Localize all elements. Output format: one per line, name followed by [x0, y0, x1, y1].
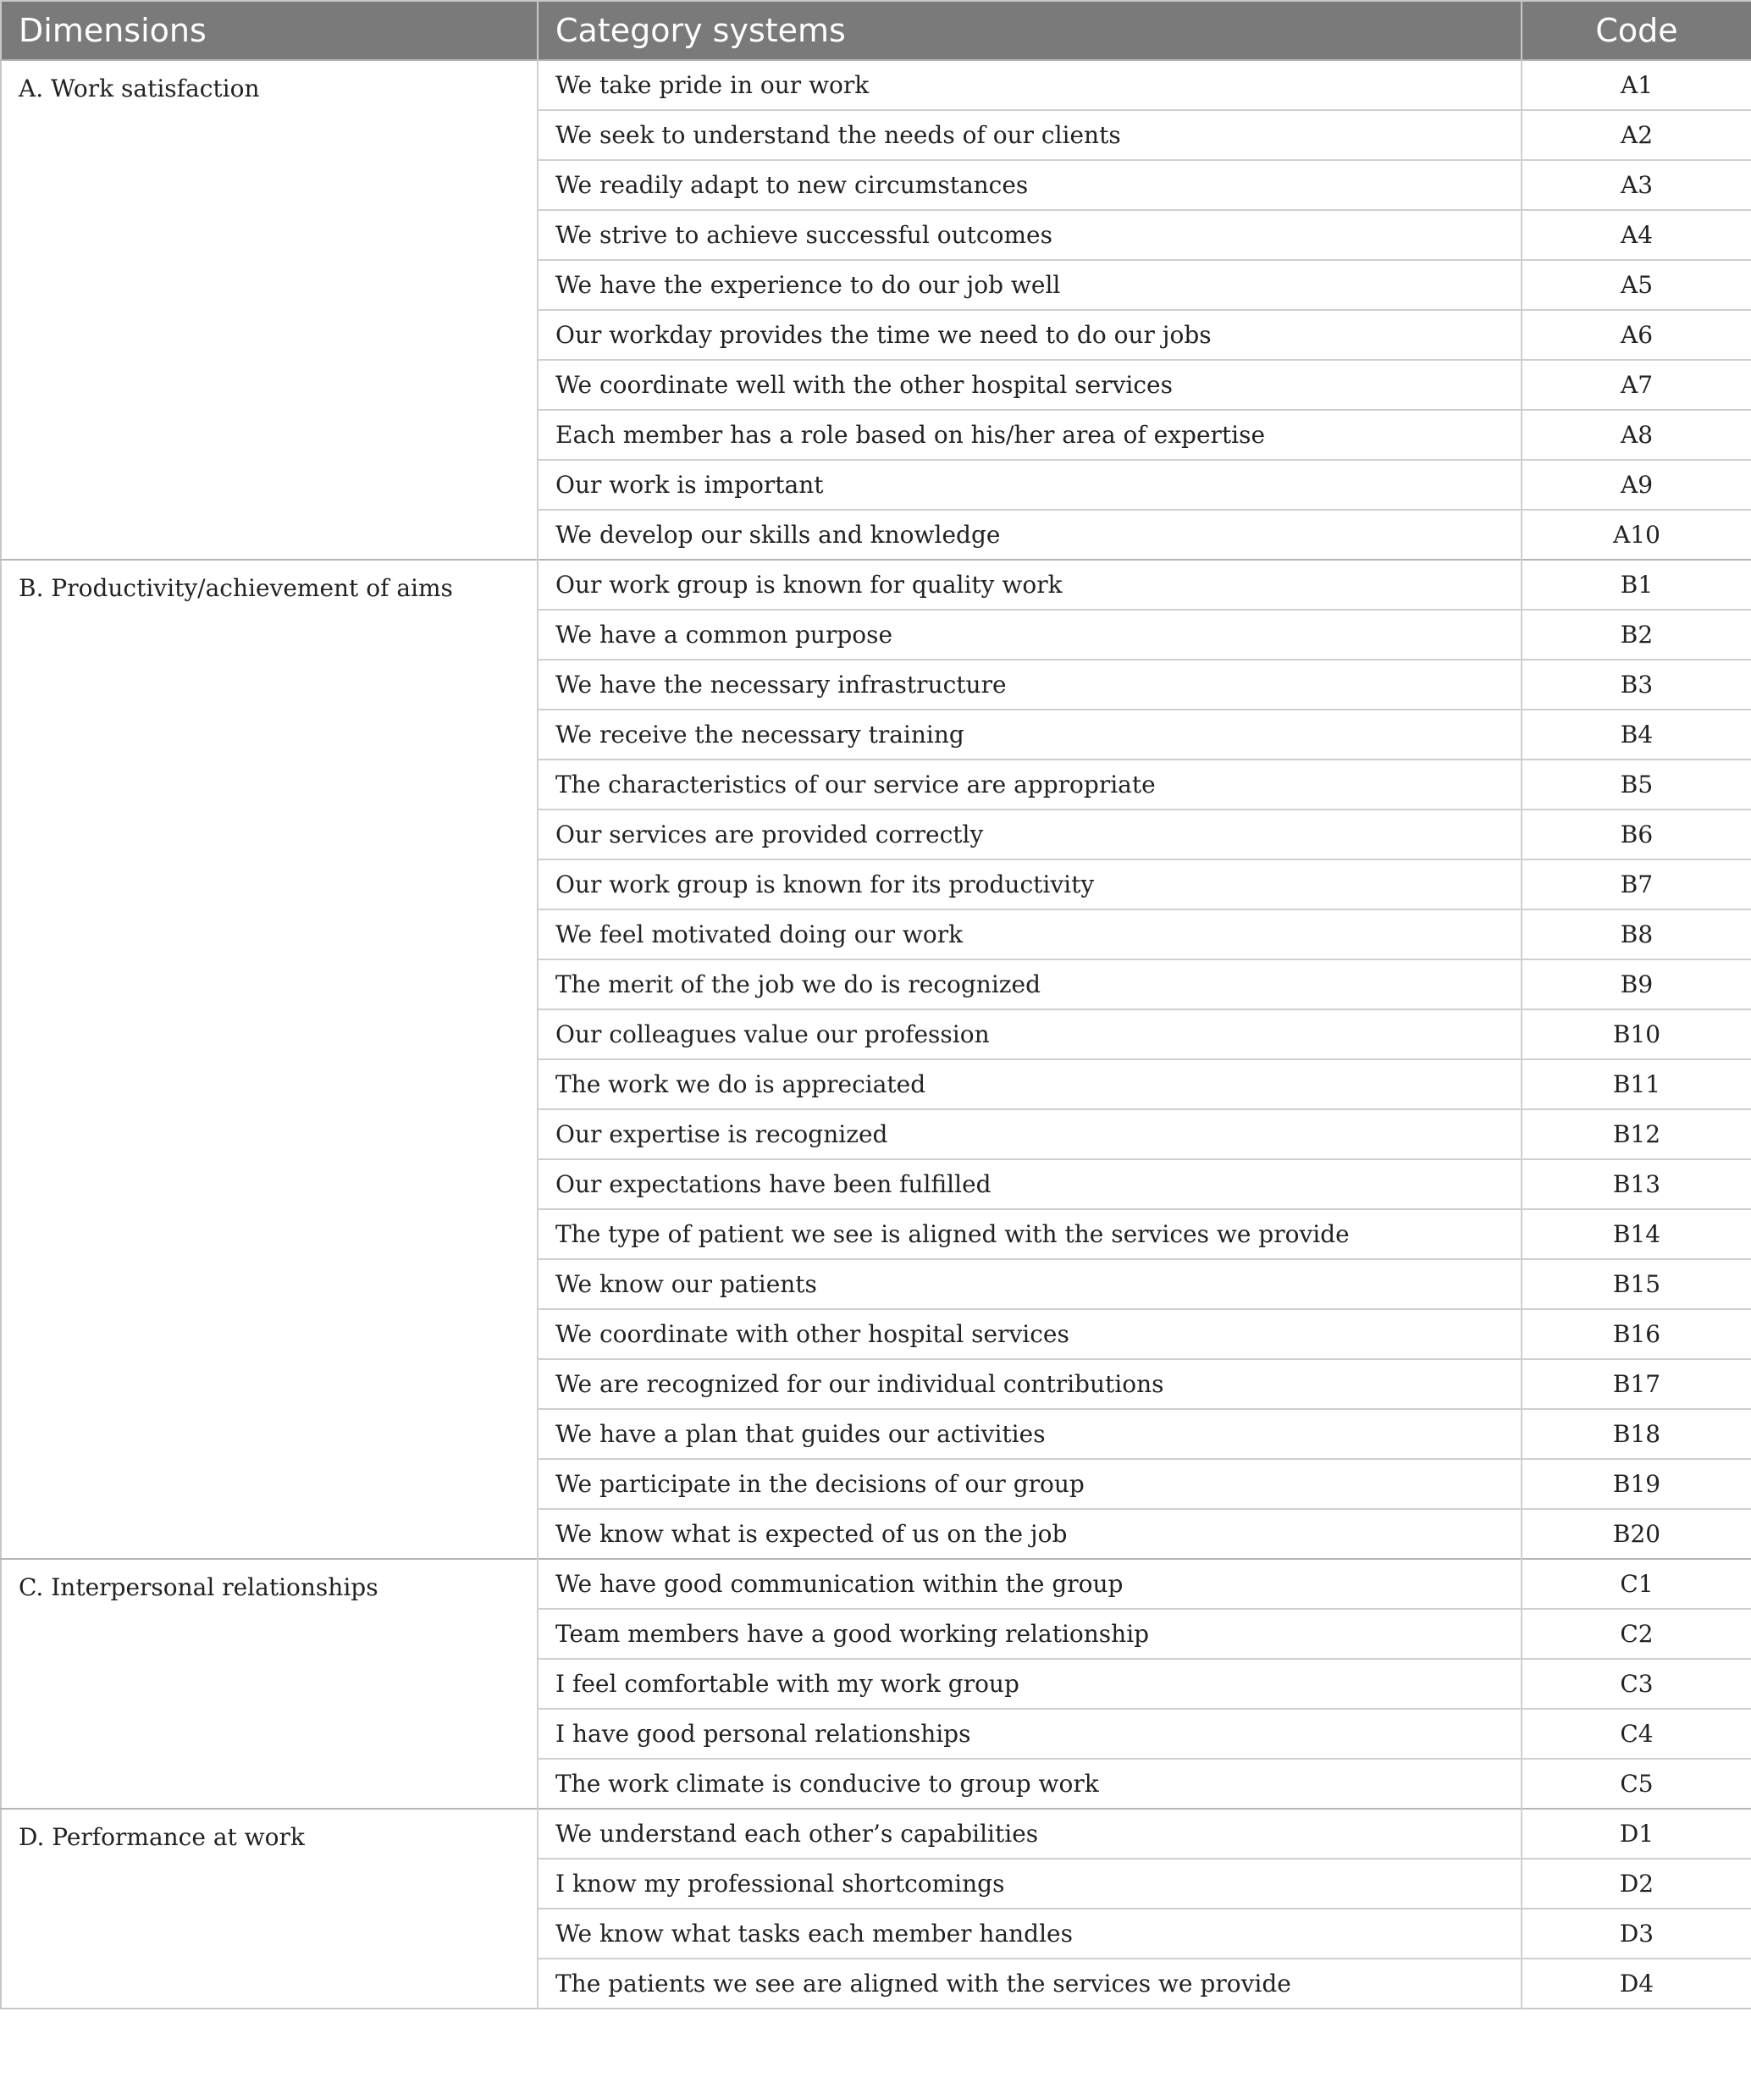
category-cell: Our expectations have been fulfilled	[538, 1159, 1522, 1209]
category-cell: We have a common purpose	[538, 610, 1522, 660]
dimension-cell: B. Productivity/achievement of aims	[1, 560, 538, 1559]
dimension-cell: C. Interpersonal relationships	[1, 1559, 538, 1809]
dimension-cell: D. Performance at work	[1, 1809, 538, 2009]
code-cell: A5	[1522, 260, 1751, 310]
category-cell: The type of patient we see is aligned with the services we provide	[538, 1209, 1522, 1259]
code-cell: A3	[1522, 160, 1751, 210]
code-cell: B16	[1522, 1309, 1751, 1359]
category-cell: We receive the necessary training	[538, 710, 1522, 760]
code-cell: D4	[1522, 1959, 1751, 2009]
code-cell: A8	[1522, 410, 1751, 460]
code-cell: A2	[1522, 110, 1751, 160]
code-cell: A6	[1522, 310, 1751, 360]
category-cell: We have a plan that guides our activities	[538, 1409, 1522, 1459]
table-row	[1, 1559, 1751, 1609]
header-dimensions: Dimensions	[1, 1, 538, 60]
code-cell: D2	[1522, 1859, 1751, 1909]
code-cell: C3	[1522, 1659, 1751, 1709]
category-cell: We know what is expected of us on the job	[538, 1509, 1522, 1559]
code-cell: B12	[1522, 1109, 1751, 1159]
code-cell: C1	[1522, 1559, 1751, 1609]
category-cell: I know my professional shortcomings	[538, 1859, 1522, 1909]
category-cell: The characteristics of our service are appropriate	[538, 760, 1522, 810]
code-cell: B6	[1522, 810, 1751, 859]
table-row	[1, 560, 1751, 610]
header-category-systems: Category systems	[538, 1, 1522, 60]
category-cell: We have the experience to do our job well	[538, 260, 1522, 310]
category-cell: We coordinate with other hospital services	[538, 1309, 1522, 1359]
code-cell: A4	[1522, 210, 1751, 260]
code-cell: B9	[1522, 959, 1751, 1009]
code-cell: A1	[1522, 60, 1751, 110]
table-row	[1, 60, 1751, 110]
code-cell: B18	[1522, 1409, 1751, 1459]
category-cell: Our workday provides the time we need to do our jobs	[538, 310, 1522, 360]
code-cell: C2	[1522, 1609, 1751, 1659]
code-cell: B20	[1522, 1509, 1751, 1559]
code-cell: B17	[1522, 1359, 1751, 1409]
code-cell: B11	[1522, 1059, 1751, 1109]
code-cell: B8	[1522, 909, 1751, 959]
category-cell: We readily adapt to new circumstances	[538, 160, 1522, 210]
category-cell: Our services are provided correctly	[538, 810, 1522, 859]
category-cell: We understand each other’s capabilities	[538, 1809, 1522, 1859]
table-body	[1, 60, 1751, 2009]
dimension-cell: A. Work satisfaction	[1, 60, 538, 560]
category-cell: We know our patients	[538, 1259, 1522, 1309]
code-cell: B3	[1522, 660, 1751, 710]
code-cell: B2	[1522, 610, 1751, 660]
code-cell: B19	[1522, 1459, 1751, 1509]
category-cell: We have good communication within the group	[538, 1559, 1522, 1609]
category-cell: We are recognized for our individual contributions	[538, 1359, 1522, 1409]
code-cell: A10	[1522, 510, 1751, 560]
category-cell: The work climate is conducive to group work	[538, 1759, 1522, 1809]
category-cell: I feel comfortable with my work group	[538, 1659, 1522, 1709]
code-cell: D1	[1522, 1809, 1751, 1859]
category-cell: We coordinate well with the other hospital services	[538, 360, 1522, 410]
category-cell: Our work is important	[538, 460, 1522, 510]
category-cell: Our work group is known for quality work	[538, 560, 1522, 610]
category-cell: The merit of the job we do is recognized	[538, 959, 1522, 1009]
category-cell: Each member has a role based on his/her area of expertise	[538, 410, 1522, 460]
code-cell: A9	[1522, 460, 1751, 510]
code-cell: B14	[1522, 1209, 1751, 1259]
code-cell: B15	[1522, 1259, 1751, 1309]
code-cell: A7	[1522, 360, 1751, 410]
category-cell: We develop our skills and knowledge	[538, 510, 1522, 560]
code-cell: B5	[1522, 760, 1751, 810]
table-header	[1, 1, 1751, 60]
category-cell: The patients we see are aligned with the services we provide	[538, 1959, 1522, 2009]
header-row	[1, 1, 1751, 60]
category-cell: I have good personal relationships	[538, 1709, 1522, 1759]
category-cell: We take pride in our work	[538, 60, 1522, 110]
code-cell: B13	[1522, 1159, 1751, 1209]
code-cell: B7	[1522, 859, 1751, 909]
category-cell: We strive to achieve successful outcomes	[538, 210, 1522, 260]
category-cell: We seek to understand the needs of our clients	[538, 110, 1522, 160]
category-cell: Our colleagues value our profession	[538, 1009, 1522, 1059]
code-cell: B10	[1522, 1009, 1751, 1059]
code-cell: B4	[1522, 710, 1751, 760]
table-row	[1, 1809, 1751, 1859]
category-cell: We have the necessary infrastructure	[538, 660, 1522, 710]
category-cell: Team members have a good working relationship	[538, 1609, 1522, 1659]
category-cell: We know what tasks each member handles	[538, 1909, 1522, 1959]
header-code: Code	[1522, 1, 1751, 60]
category-cell: Our work group is known for its productivity	[538, 859, 1522, 909]
category-cell: We feel motivated doing our work	[538, 909, 1522, 959]
code-cell: B1	[1522, 560, 1751, 610]
category-cell: Our expertise is recognized	[538, 1109, 1522, 1159]
code-cell: C4	[1522, 1709, 1751, 1759]
code-cell: D3	[1522, 1909, 1751, 1959]
category-cell: The work we do is appreciated	[538, 1059, 1522, 1109]
code-cell: C5	[1522, 1759, 1751, 1809]
category-cell: We participate in the decisions of our group	[538, 1459, 1522, 1509]
